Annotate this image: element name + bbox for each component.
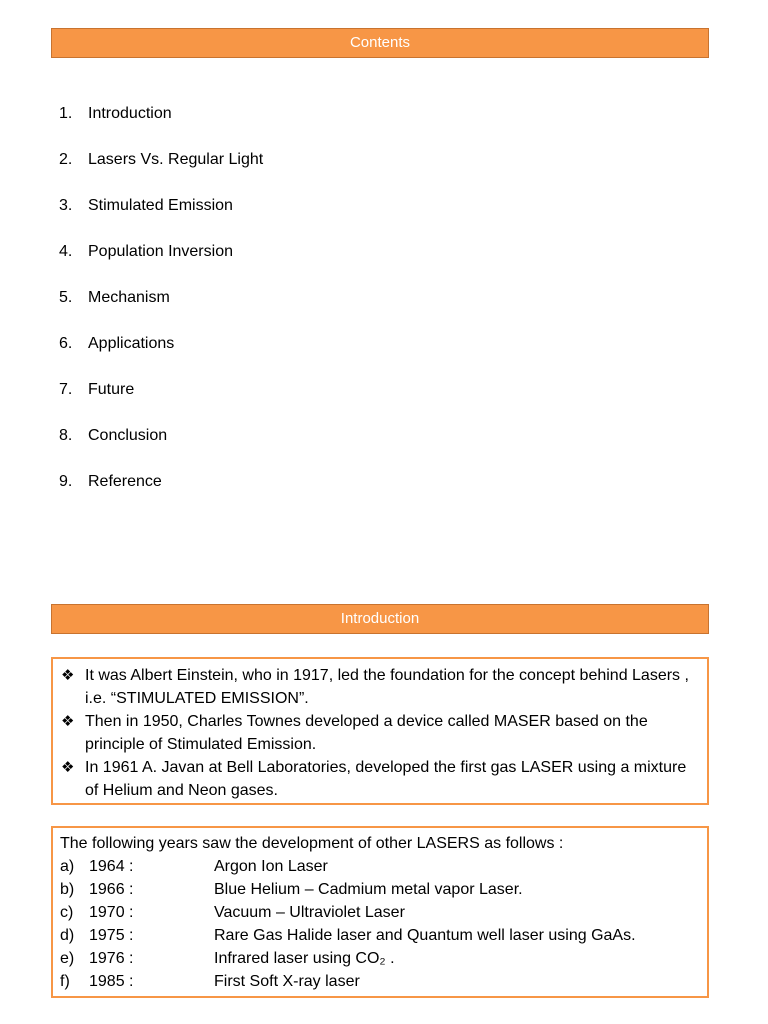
development-letter: a) [60, 858, 75, 875]
development-description: Argon Ion Laser [214, 858, 328, 875]
development-description: Rare Gas Halide laser and Quantum well laser using GaAs. [214, 927, 636, 944]
development-description: First Soft X-ray laser [214, 973, 360, 990]
toc-item-label: Stimulated Emission [88, 197, 233, 214]
toc-item-label: Applications [88, 335, 175, 352]
development-letter: d) [60, 927, 75, 944]
development-letter: f) [60, 973, 70, 990]
contents-title: Contents [349, 34, 411, 51]
development-year: 1966 : [89, 881, 134, 898]
developments-heading: The following years saw the development of other LASERS as follows : [60, 835, 564, 852]
development-year: 1964 : [89, 858, 134, 875]
development-letter: c) [60, 904, 74, 921]
development-row [60, 970, 697, 993]
toc-item-label: Lasers Vs. Regular Light [88, 151, 264, 168]
toc-item [59, 193, 263, 239]
development-description: Infrared laser using CO₂ . [214, 950, 395, 967]
introduction-banner [51, 604, 709, 634]
toc-item-number: 7. [59, 381, 73, 398]
contents-banner [51, 28, 709, 58]
toc-item [59, 285, 263, 331]
development-letter: e) [60, 950, 75, 967]
table-of-contents [59, 101, 263, 515]
diamond-bullet-icon: ❖ [61, 667, 75, 684]
development-letter: b) [60, 881, 75, 898]
toc-item-number: 6. [59, 335, 73, 352]
toc-item [59, 239, 263, 285]
introduction-title: Introduction [340, 610, 420, 627]
toc-item-label: Conclusion [88, 427, 168, 444]
toc-item [59, 101, 263, 147]
toc-item [59, 377, 263, 423]
development-year: 1975 : [89, 927, 134, 944]
introduction-box [51, 657, 709, 805]
toc-item [59, 469, 263, 515]
development-row [60, 901, 697, 924]
development-year: 1985 : [89, 973, 134, 990]
introduction-bullet-text: It was Albert Einstein, who in 1917, led the foundation for the concept behind Lasers , i.e. “STIMULATED EMISSION”. [85, 667, 689, 707]
toc-item-number: 9. [59, 473, 73, 490]
toc-item-number: 4. [59, 243, 73, 260]
toc-item [59, 423, 263, 469]
diamond-bullet-icon: ❖ [61, 713, 75, 730]
toc-item-label: Mechanism [88, 289, 170, 306]
development-row [60, 855, 697, 878]
introduction-bullet-text: Then in 1950, Charles Townes developed a device called MASER based on the principle of Stimulated Emission. [85, 713, 648, 753]
development-row [60, 924, 697, 947]
toc-item-number: 5. [59, 289, 73, 306]
toc-item-number: 1. [59, 105, 73, 122]
introduction-bullet [61, 756, 697, 802]
toc-item-label: Introduction [88, 105, 172, 122]
toc-item-number: 8. [59, 427, 73, 444]
introduction-bullet [61, 664, 697, 710]
developments-box [51, 826, 709, 998]
development-year: 1976 : [89, 950, 134, 967]
diamond-bullet-icon: ❖ [61, 759, 75, 776]
development-row [60, 878, 697, 901]
toc-item-label: Future [88, 381, 135, 398]
introduction-bullet [61, 710, 697, 756]
toc-item-label: Population Inversion [88, 243, 233, 260]
toc-item-number: 2. [59, 151, 73, 168]
toc-item-number: 3. [59, 197, 73, 214]
development-year: 1970 : [89, 904, 134, 921]
introduction-bullet-text: In 1961 A. Javan at Bell Laboratories, developed the first gas LASER using a mixture of Helium and Neon gases. [85, 759, 687, 799]
toc-item [59, 147, 263, 193]
development-row [60, 947, 697, 970]
toc-item-label: Reference [88, 473, 162, 490]
development-description: Blue Helium – Cadmium metal vapor Laser. [214, 881, 523, 898]
development-description: Vacuum – Ultraviolet Laser [214, 904, 405, 921]
toc-item [59, 331, 263, 377]
